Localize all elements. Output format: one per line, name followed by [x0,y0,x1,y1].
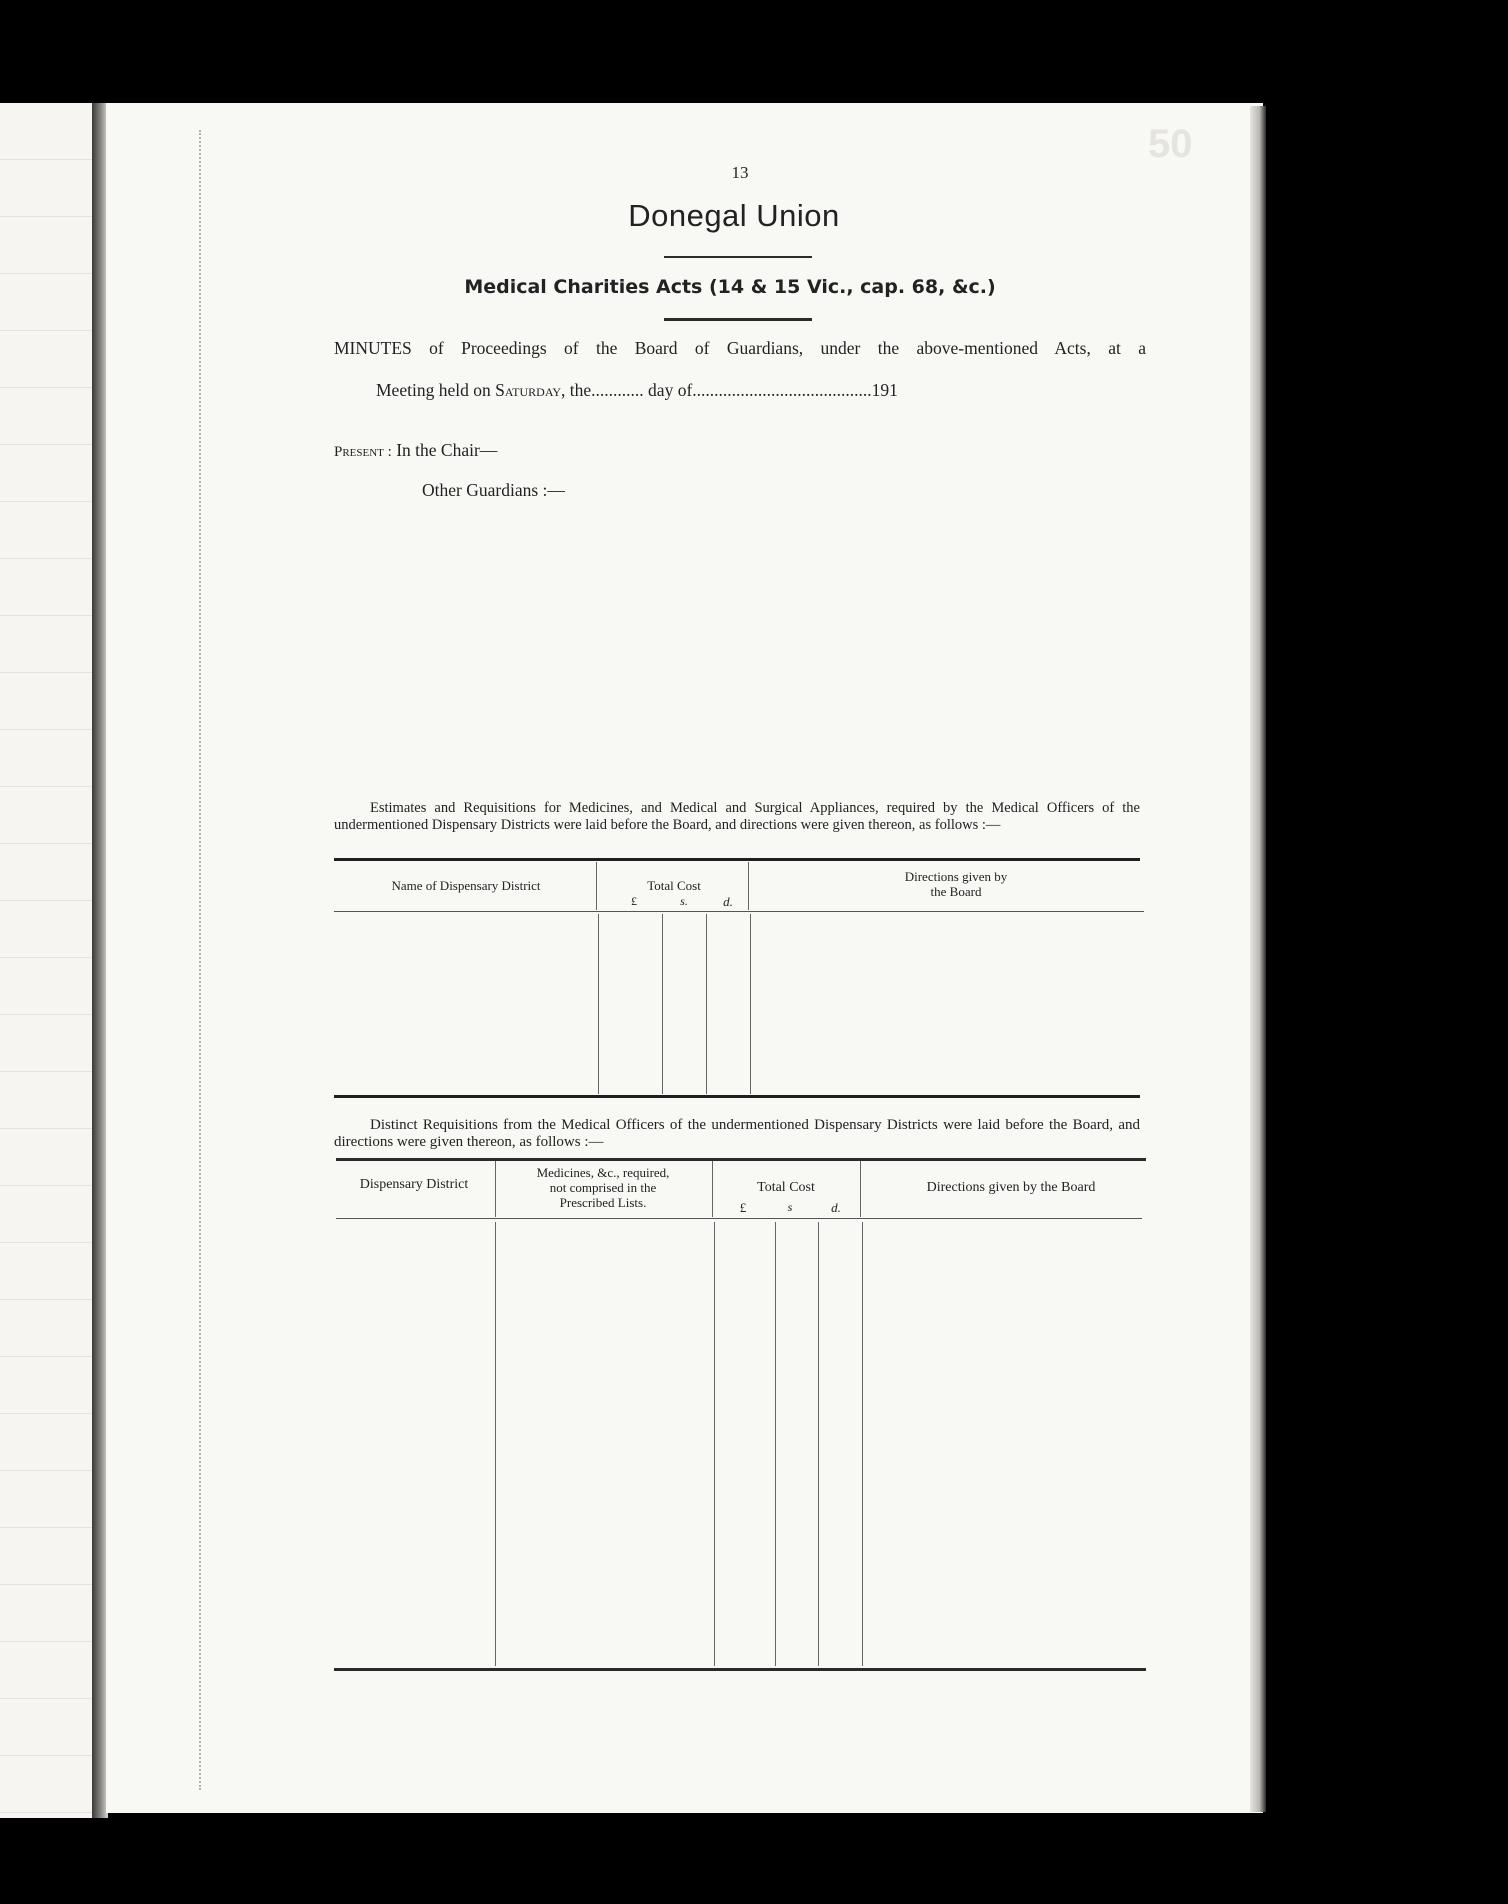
header-dispensary-district: Name of Dispensary District [391,878,541,893]
page-number: 13 [731,163,749,182]
estimates-header-rule [334,911,1144,912]
col-divider [860,1161,861,1217]
header-directions: Directions given by the Board [926,1180,1096,1195]
col-divider [706,914,707,1094]
present-label: Present : [334,444,392,460]
col-divider [598,914,599,1094]
header-pounds: £ [631,894,637,908]
meeting-day-name: Saturday [495,380,562,400]
facing-page [0,103,92,1818]
header-medicines-3: Prescribed Lists. [559,1195,647,1210]
col-divider [750,914,751,1094]
requisitions-header-rule [336,1218,1142,1219]
header-medicines-1: Medicines, &c., required, [536,1165,670,1180]
col-divider [712,1161,713,1217]
header-dispensary-district: Dispensary District [359,1177,469,1192]
faint-stamp-number: 50 [1148,122,1193,166]
subtitle-rule [664,318,812,321]
minutes-heading: MINUTES of Proceedings of the Board of Guardians, under the above-mentioned Acts, at a [334,338,1146,358]
header-total-cost: Total Cost [647,878,701,893]
estimates-intro: Estimates and Requisitions for Medicines, and Medical and Surgical Appliances, required by the Medical Officers of the undermentioned Dispensary Districts were laid before the Board, and directions were given thereon, as follows :— [334,800,1140,833]
meeting-prefix: Meeting held on [376,380,491,400]
present-line [334,440,497,461]
header-medicines-2: not comprised in the [549,1180,657,1195]
header-directions-1: Directions given by [904,869,1008,884]
header-directions-2: the Board [930,884,982,899]
requisitions-table-bottom [334,1668,1146,1671]
meeting-date-blanks: , the............ day of.........................................191 [561,380,898,400]
header-pounds: £ [739,1200,747,1215]
header-total-cost: Total Cost [757,1180,815,1195]
title-rule [664,256,812,258]
acts-subtitle: Medical Charities Acts (14 & 15 Vic., cap. 68, &c.) [464,276,996,298]
requisitions-intro: Distinct Requisitions from the Medical Officers of the undermentioned Dispensary Districts were laid before the Board, and directions were given thereon, as follows :— [334,1117,1140,1150]
header-pence: d. [723,894,733,909]
col-divider [748,862,749,910]
header-pence: d. [831,1200,841,1215]
col-divider [495,1222,496,1666]
perforation-line [199,130,201,1790]
meeting-line [376,380,898,401]
header-shillings: s. [680,894,688,908]
col-divider [714,1222,715,1666]
col-divider [495,1161,496,1217]
requisitions-table-top [336,1158,1146,1161]
col-divider [662,914,663,1094]
in-the-chair: In the Chair— [396,440,498,460]
other-guardians: Other Guardians :— [422,480,565,500]
page-edge [1250,106,1266,1812]
col-divider [596,862,597,910]
col-divider [818,1222,819,1666]
header-shillings: s [787,1200,793,1214]
col-divider [862,1222,863,1666]
col-divider [775,1222,776,1666]
page-title: Donegal Union [628,198,840,233]
